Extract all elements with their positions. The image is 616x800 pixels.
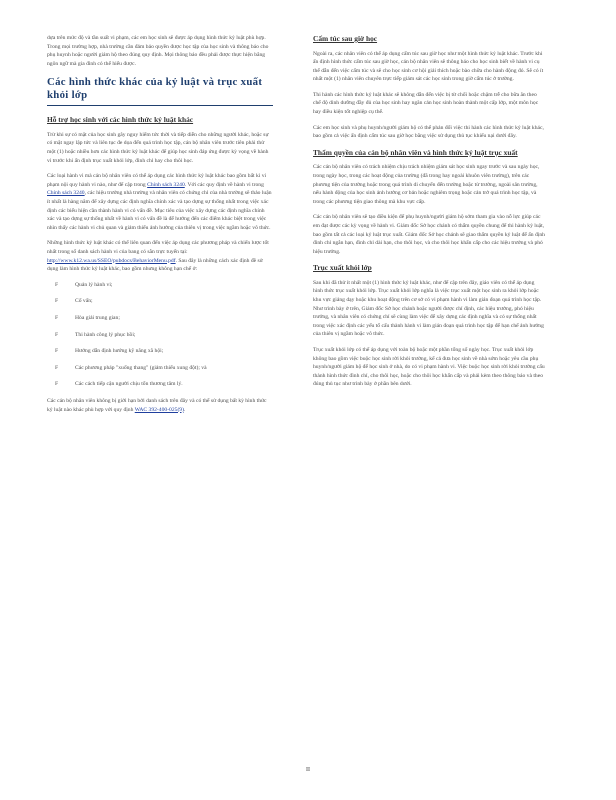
subheading-detention: Cấm túc sau giờ học — [313, 34, 378, 43]
paragraph: Các cán bộ nhân viên sẽ tạo điều kiện để phụ huynh/người giám hộ sớm tham gia vào nỗ lực giúp các em đạt được các kỳ vọng về hành vi. Giám đốc Sở học chánh có thẩm quyền chung để thi hành kỷ luật, bao gồm tất cả các loại kỷ luật trục xuất. Giám đốc Sở học chánh sẽ giao thẩm quyền kỷ luật để ấn định đình chỉ ngắn hạn, đình chỉ dài hạn, cho thôi học, và cho thôi học khẩn cấp cho các hiệu trưởng và phó hiệu trưởng. — [313, 214, 545, 255]
alternative-discipline-list — [47, 281, 273, 389]
list-item: F Thi hành công lý phục hồi; — [55, 331, 136, 338]
list-item: F Hướng dẫn định hướng kỹ năng xã hội; — [55, 348, 164, 355]
heading-rule — [47, 105, 273, 106]
subheading-classroom-exclusion: Trục xuất khỏi lớp — [313, 263, 372, 273]
subheading-alternative-discipline: Hỗ trợ học sinh với các hình thức kỷ luật khác — [47, 115, 194, 125]
policy-3240-link[interactable]: Chính sách 3240 — [147, 181, 185, 188]
section-heading: Các hình thức khác của kỷ luật và trục xuất khỏi lớp — [47, 76, 263, 102]
bullet-icon: F — [55, 348, 59, 355]
page-number: II — [306, 767, 310, 773]
left-column — [47, 34, 273, 421]
bullet-icon: F — [55, 281, 59, 288]
policy-3240-link-2[interactable]: Chính sách 3240 — [47, 190, 85, 197]
paragraph: Trừ khi sự có mặt của học sinh gây nguy hiểm tức thời và tiếp diễn cho những người khác, hoặc sự có mặt ngay lập tức và liên tục đe dọa đến quá trình học tập, cán bộ nhân viên trước tiên phải thử một (1) hoặc nhiều hơn các hình thức kỷ luật khác để giúp học sinh đáp ứng được kỳ vọng về hành vi trước khi ấn định trục xuất khỏi lớp, đình chỉ hay cho thôi học. — [47, 131, 269, 164]
intro-paragraph: dựa trên mức độ và tần suất vi phạm, các em học sinh sẽ được áp dụng hình thức kỷ luật phù hợp. Trong mọi trường hợp, nhà trường cần đảm bảo quyền được học tập của học sinh và thông báo cho phụ huynh hoặc người giám hộ theo đúng quy định. Mọi thông báo đều phải được thực hiện bằng ngôn ngữ mà gia đình có thể hiểu được. — [47, 35, 269, 67]
paragraph: Các cán bộ nhân viên có trách nhiệm chịu trách nhiệm giám sát học sinh ngay trước và sau ngày học, trong ngày học, trong các hoạt động của trường (đã trong hay ngoài khuôn viên trường), trên các phương tiện của trường hoặc trong quá trình di chuyển đến trường hoặc từ trường, ngoài sân trường, nếu hành động của học sinh ảnh hưởng cơ bản hoặc nghiêm trọng hoặc cản trở quá trình học tập, và trong các phương tiện giao thông mà khu vực cấp. — [313, 164, 540, 205]
bullet-icon: F — [55, 331, 59, 338]
bullet-icon: F — [55, 298, 59, 305]
bullet-icon: F — [55, 314, 59, 321]
list-item: F Quản lý hành vi; — [55, 281, 113, 288]
bullet-icon: F — [55, 364, 59, 371]
paragraph-policy: Các loại hành vi mà cán bộ nhân viên có thể áp dụng các hình thức kỷ luật khác bao gồm bất kì vi phạm nội quy hành vi nào, như để cập trong Chính sách 3240. Với các quy định về hành vi trong Chính sách 3240, các hiệu trưởng nhà trường và nhân viên có chứng chỉ của nhà trường sẽ thảo luận ít nhất là hàng năm để xây dựng các định nghĩa chính xác và tạo dựng sự thống nhất trong việc xác định các biểu hiện cần thành hành vi có vấn đề. Mục tiêu của việc xây dựng các định nghĩa chính xác và tạo dựng sự thống nhất về hành vi có vấn đề là để hướng đến các điểm khác biệt trong việc nhìn thấy các hành vi chủ quan và giảm thiểu ảnh hưởng của thiên vị trong việc ngầm hoặc vô thức. — [47, 173, 272, 231]
list-item: F Cố vấn; — [55, 298, 93, 305]
subheading-staff-authority: Thẩm quyền của cán bộ nhân viên và hình thức kỷ luật trục xuất — [313, 147, 518, 157]
paragraph-behavior-menu: Những hình thức kỷ luật khác có thể liên quan đến việc áp dụng các phương pháp và chiến lược tốt nhất trong số danh sách hành vi của bang có sẵn trực tuyến tại: http://www.k12.wa.us/SSEO/pubdocs/BehaviorMenu.pdf. Sau đây là những cách xác định đề sử dụng làm hình thức kỷ luật khác, bao gồm nhưng không hạn chế ở: — [47, 240, 269, 273]
paragraph-wac: Các cán bộ nhân viên không bị giới hạn bởi danh sách trên đây và có thể sử dụng bất kỳ hình thức kỷ luật nào khác phù hợp với quy định WAC 392-400-025(9). — [47, 397, 267, 413]
paragraph: Sau khi đã thử ít nhất một (1) hình thức kỷ luật khác, như để cập trên đây, giáo viên có thể áp dụng hình thức trục xuất khỏi lớp. Trục xuất khỏi lớp nghĩa là việc trục xuất một học sinh ra khỏi lớp hoặc khu vực giảng dạy hoặc khu hoạt động trên cơ sở có vi phạm hành vi làm gián đoạn quá trình học tập. Như trình bày ở trên, Giám đốc Sở học chánh hoặc người được chỉ định, các hiệu trưởng, phó hiệu trưởng, và nhân viên có chứng chỉ sẽ cùng làm việc để xây dựng các định nghĩa và có sự thống nhất trong việc xác định các yếu tố cấu thành hành vi làm gián đoạn quá trình học tập để hạn chế ảnh hưởng của thiên vị ngầm hoặc vô thức. — [313, 279, 544, 338]
paragraph: Ngoài ra, các nhân viên có thể áp dụng cấm túc sau giờ học như một hình thức kỷ luật khác. Trước khi ấn định hình thức cấm túc sau giờ học, cán bộ nhân viên sẽ thông báo cho học sinh biết về hành vi cụ thể dẫn đến việc cấm túc và sẽ cho học sinh cơ hội giải thích hoặc bào chữa cho hành động đó. Sẽ có ít nhất một (1) nhân viên chuyên trực tiếp giám sát các học sinh trong giờ cấm túc ở trường. — [313, 50, 544, 83]
paragraph: Các em học sinh và phụ huynh/người giám hộ có thể phản đối việc thi hành các hình thức kỷ luật khác, bao gồm cả việc ấn định cấm túc sau giờ học bằng việc sử dụng thủ tục khiếu nại dưới đây. — [313, 124, 544, 140]
list-item: F Các cách tiếp cận người chịu tổn thương tâm lý. — [55, 381, 183, 388]
behavior-menu-link[interactable]: http://www.k12.wa.us/SSEO/pubdocs/BehaviorMenu.pdf — [47, 257, 176, 264]
paragraph: Trục xuất khỏi lớp có thể áp dụng với toàn bộ hoặc một phần tổng số ngày học. Trục xuất khỏi lớp không bao gồm việc buộc học sinh rời khỏi trường, kể cả đưa học sinh về nhà sớm hoặc yêu cầu phụ huynh/người giám hộ để học sinh ở nhà, do có vi phạm hành vi. Việc buộc học sinh rời khỏi trường cấu thành hình thức đình chỉ, cho thôi học, hoặc cho thôi học khẩn cấp và phải kèm theo thông báo và theo đúng thủ tục như trình bày ở phần bên dưới. — [313, 346, 545, 388]
list-item: F Các phương pháp "xuống thang" (giảm thiểu xung đột); và — [55, 364, 207, 371]
right-column — [313, 34, 545, 396]
bullet-icon: F — [55, 381, 59, 388]
list-item: F Hòa giải trung gian; — [55, 314, 120, 321]
wac-link[interactable]: WAC 392-400-025(9) — [134, 406, 184, 413]
paragraph: Thi hành các hình thức kỷ luật khác sẽ không dẫn đến việc bị từ chối hoặc chậm trễ cho bữa ăn theo chế độ dinh dưỡng đầy đủ của học sinh hay ngăn cản học sinh hoàn thành một cấp lớp, một môn học hay điều kiện tốt nghiệp cụ thể. — [313, 91, 539, 116]
